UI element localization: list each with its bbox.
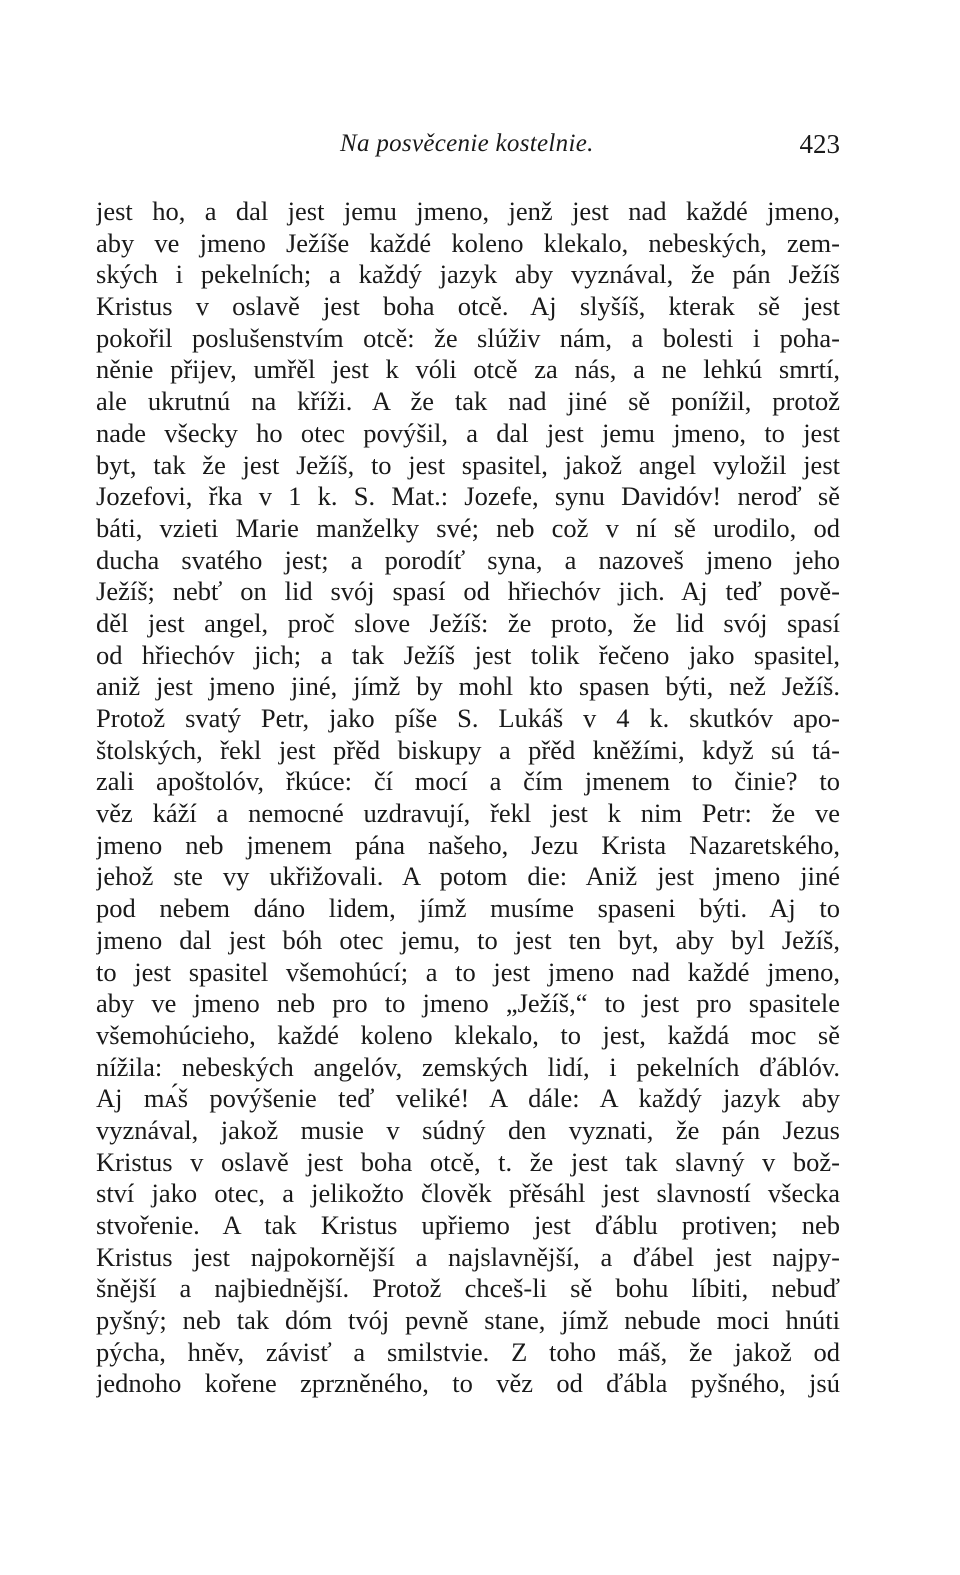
text-line: Kristus jest najpokornější a najslavnější, a ďábel jest najpy- (96, 1241, 840, 1272)
text-line: Jozefovi, řka v 1 k. S. Mat.: Jozefe, synu Davidóv! neroď sě (96, 481, 840, 512)
text-line: nížila: nebeských angelóv, zemských lidí, i pekelních ďáblóv. (96, 1051, 840, 1082)
text-line: nade všecky ho otec povýšil, a dal jest jemu jmeno, to jest (96, 417, 840, 448)
running-head (96, 128, 840, 164)
text-line: jehož ste vy ukřižovali. A potom die: Aniž jest jmeno jiné (96, 861, 840, 892)
text-line: pod nebem dáno lidem, jímž musíme spaseni býti. Aj to (96, 893, 840, 924)
text-line: všemohúcieho, každé koleno klekalo, to jest, každá moc sě (96, 1019, 840, 1050)
page-number: 423 (799, 129, 840, 159)
body-text (96, 196, 840, 1400)
text-line: aby ve jmeno neb pro to jmeno „Ježíš,“ to jest pro spasitele (96, 988, 840, 1019)
text-line: jmeno dal jest bóh otec jemu, to jest ten byt, aby byl Ježíš, (96, 924, 840, 955)
text-line: něnie přijev, umřěl jest k vóli otcě za nás, a ne lehkú smrtí, (96, 354, 840, 385)
running-title: Na posvěcenie kostelnie. (340, 130, 594, 157)
text-line: vyznával, jakož musie v súdný den vyznati, že pán Jezus (96, 1114, 840, 1145)
text-line: stvořenie. A tak Kristus upřiemo jest ďáblu protiven; neb (96, 1210, 840, 1240)
text-line: byt, tak že jest Ježíš, to jest spasitel, jakož angel vyložil jest (96, 449, 840, 480)
text-line: Aj mᴀ́š povýšenie teď veliké! A dále: A každý jazyk aby (96, 1083, 840, 1114)
text-line: báti, vzieti Marie manželky své; neb což v ní sě urodilo, od (96, 512, 840, 543)
text-line: aby ve jmeno Ježíše každé koleno klekalo, nebeských, zem- (96, 227, 840, 258)
text-line: ale ukrutnú na kříži. A že tak nad jiné sě ponížil, protož (96, 386, 840, 417)
text-line: Protož svatý Petr, jako píše S. Lukáš v 4 k. skutkóv apo- (96, 703, 840, 733)
text-line: šnější a najbiednější. Protož chceš-li sě bohu líbiti, nebuď (96, 1273, 840, 1304)
text-line: Kristus v oslavě jest boha otcě, t. že jest tak slavný v bož- (96, 1146, 840, 1177)
text-line: ských i pekelních; a každý jazyk aby vyznával, že pán Ježíš (96, 259, 840, 290)
text-line: aniž jest jmeno jiné, jímž by mohl kto spasen býti, než Ježíš. (96, 671, 840, 702)
text-line: ducha svatého jest; a porodíť syna, a nazoveš jmeno jeho (96, 544, 840, 575)
text-line: jmeno neb jmenem pána našeho, Jezu Krista Nazaretského, (96, 829, 840, 860)
text-line: pýcha, hněv, závisť a smilstvie. Z toho máš, že jakož od (96, 1336, 840, 1367)
text-line: jest ho, a dal jest jemu jmeno, jenž jest nad každé jmeno, (96, 196, 840, 226)
text-line: jednoho kořene zprzněného, to věz od ďábla pyšného, jsú (96, 1368, 840, 1399)
text-line: pokořil poslušenstvím otcě: že slúživ nám, a bolesti i poha- (96, 322, 840, 353)
text-line: děl jest angel, proč slove Ježíš: že proto, že lid svój spasí (96, 607, 840, 638)
text-line: to jest spasitel všemohúcí; a to jest jmeno nad každé jmeno, (96, 956, 840, 987)
text-line: zali apoštolóv, řkúce: čí mocí a čím jmenem to činie? to (96, 766, 840, 797)
text-line: věz káží a nemocné uzdravují, řekl jest k nim Petr: že ve (96, 798, 840, 829)
text-line: pyšný; neb tak dóm tvój pevně stane, jímž nebude moci hnúti (96, 1305, 840, 1336)
text-line: štolských, řekl jest přěd biskupy a přěd kněžími, když sú tá- (96, 734, 840, 765)
text-line: Ježíš; nebť on lid svój spasí od hřiechóv jich. Aj teď pově- (96, 576, 840, 607)
text-line: ství jako otec, a jelikožto člověk přěsáhl jest slavností všecka (96, 1178, 840, 1209)
text-line: od hřiechóv jich; a tak Ježíš jest tolik řečeno jako spasitel, (96, 639, 840, 670)
text-line: Kristus v oslavě jest boha otcě. Aj slyšíš, kterak sě jest (96, 291, 840, 322)
